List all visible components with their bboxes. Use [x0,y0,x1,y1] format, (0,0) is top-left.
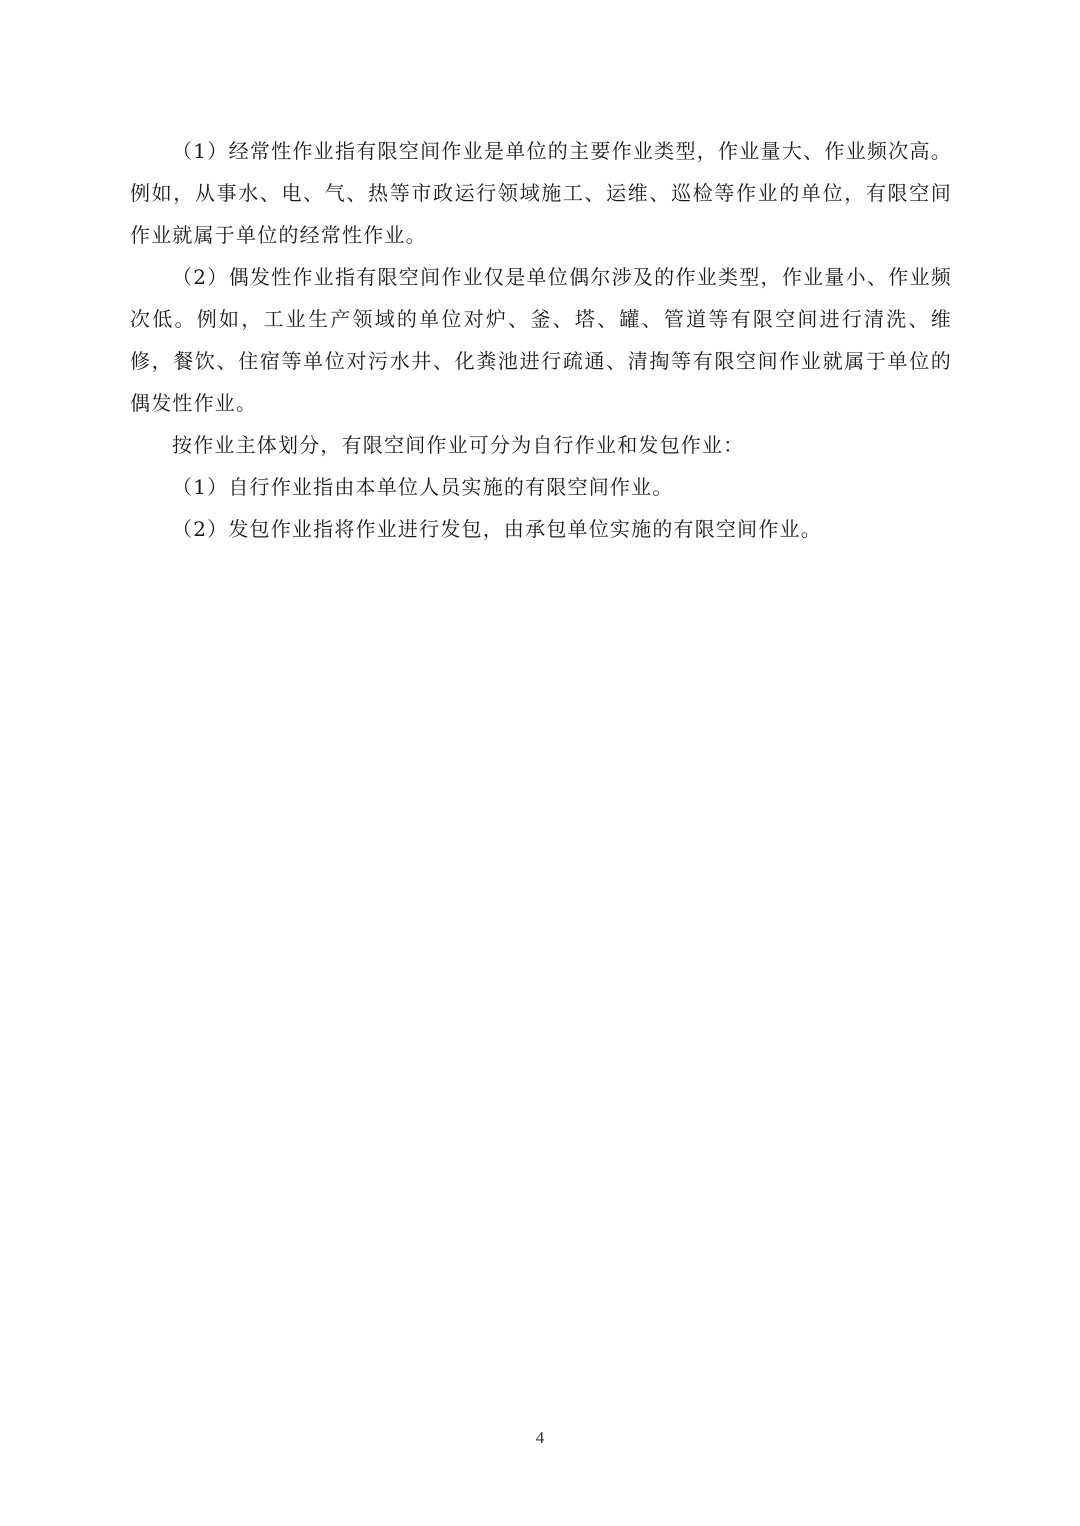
paragraph-regular-work: （1）经常性作业指有限空间作业是单位的主要作业类型，作业量大、作业频次高。例如，从事水、电、气、热等市政运行领域施工、运维、巡检等作业的单位，有限空间作业就属于单位的经常性作业。 [130,139,952,247]
paragraph-classification-intro: 按作业主体划分，有限空间作业可分为自行作业和发包作业： [172,433,745,457]
paragraph-self-operated-work: （1）自行作业指由本单位人员实施的有限空间作业。 [172,475,674,499]
page-number: 4 [535,1428,545,1447]
paragraph-occasional-work: （2）偶发性作业指有限空间作业仅是单位偶尔涉及的作业类型，作业量小、作业频次低。例如，工业生产领域的单位对炉、釜、塔、罐、管道等有限空间进行清洗、维修，餐饮、住宿等单位对污水井、化粪池进行疏通、清掏等有限空间作业就属于单位的偶发性作业。 [130,265,952,415]
document-body [130,130,952,550]
paragraph-contracted-work: （2）发包作业指将作业进行发包，由承包单位实施的有限空间作业。 [172,517,822,541]
